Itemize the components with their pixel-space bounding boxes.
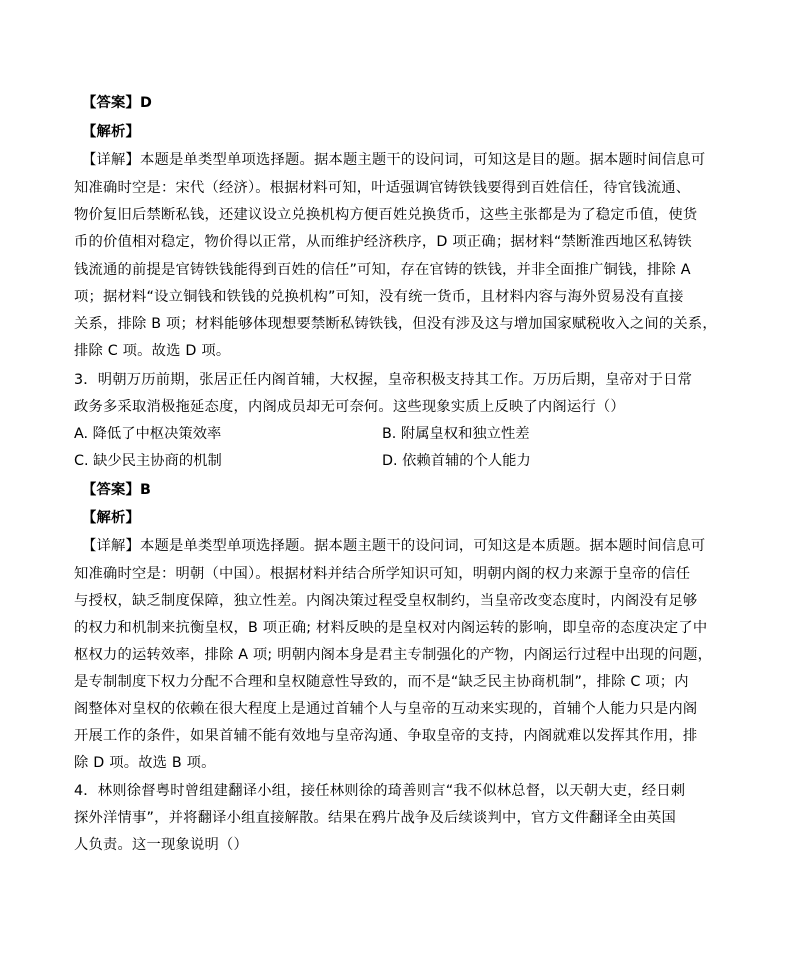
detail-line: 阁整体对皇权的依赖在很大程度上是通过首辅个人与皇帝的互动来实现的，首辅个人能力只是内阁 — [74, 701, 698, 717]
question-4-stem: 4．林则徐督粤时曾组建翻译小组，接任林则徐的琦善则言“我不似林总督，以天朝大吏，经日刺 — [74, 783, 686, 799]
detail-line: 【详解】本题是单类型单项选择题。据本题主题干的设问词，可知这是目的题。据本题时间信息可 — [82, 152, 706, 168]
detail-line: 除 D 项。故选 B 项。 — [74, 755, 216, 771]
detail-line: 知准确时空是：明朝（中国）。根据材料并结合所学知识可知，明朝内阁的权力来源于皇帝的信任 — [74, 566, 691, 582]
question-4-stem: 人负责。这一现象说明（） — [74, 837, 248, 853]
detail-line: 开展工作的条件，如果首辅不能有效地与皇帝沟通、争取皇帝的支持，内阁就难以发挥其作用，排 — [74, 728, 698, 744]
detail-line: 关系，排除 B 项；材料能够体现想要禁断私铸铁钱，但没有涉及这与增加国家赋税收入之间的关系， — [74, 316, 717, 332]
detail-line: 币的价值相对稳定，物价得以正常，从而维护经济秩序，D 项正确；据材料“禁断淮西地区私铸铁 — [74, 234, 692, 250]
analysis-label: 【解析】 — [82, 124, 140, 140]
detail-line: 的权力和机制来抗衡皇权，B 项正确; 材料反映的是皇权对内阁运转的影响，即皇帝的态度决定了中 — [74, 620, 708, 636]
option-c: C. 缺少民主协商的机制 — [74, 453, 222, 469]
detail-line: 项；据材料“设立铜钱和铁钱的兑换机构”可知，没有统一货币，且材料内容与海外贸易没有直接 — [74, 289, 684, 305]
detail-line: 物价复旧后禁断私钱，还建议设立兑换机构方便百姓兑换货币，这些主张都是为了稳定币值，使货 — [74, 207, 698, 223]
question-4-stem: 探外洋情事”，并将翻译小组直接解散。结果在鸦片战争及后续谈判中，官方文件翻译全由英国 — [74, 810, 676, 826]
detail-line: 【详解】本题是单类型单项选择题。据本题主题干的设问词，可知这是本质题。据本题时间信息可 — [82, 538, 706, 554]
detail-line: 与授权，缺乏制度保障，独立性差。内阁决策过程受皇权制约，当皇帝改变态度时，内阁没有足够 — [74, 593, 698, 609]
detail-line: 是专制制度下权力分配不合理和皇权随意性导致的，而不是“缺乏民主协商机制”，排除 C 项；内 — [74, 674, 689, 690]
detail-line: 钱流通的前提是官铸铁钱能得到百姓的信任”可知，存在官铸的铁钱，并非全面推广铜钱，排除 A — [74, 262, 691, 278]
question-3-stem: 政务多采取消极拖延态度，内阁成员却无可奈何。这些现象实质上反映了内阁运行（） — [74, 399, 625, 415]
detail-line: 知准确时空是：宋代（经济）。根据材料可知，叶适强调官铸铁钱要得到百姓信任，待官钱流通、 — [74, 180, 691, 196]
analysis-label: 【解析】 — [82, 510, 140, 526]
option-a: A. 降低了中枢决策效率 — [74, 426, 222, 442]
option-b: B. 附属皇权和独立性差 — [382, 426, 530, 442]
detail-line: 枢权力的运转效率，排除 A 项; 明朝内阁本身是君主专制强化的产物，内阁运行过程中出现的问题， — [74, 647, 713, 663]
option-d: D. 依赖首辅的个人能力 — [382, 453, 531, 469]
detail-line: 排除 C 项。故选 D 项。 — [74, 343, 231, 359]
question-3-stem: 3．明朝万历前期，张居正任内阁首辅，大权握，皇帝积极支持其工作。万历后期，皇帝对于日常 — [74, 372, 693, 388]
answer-label: 【答案】D — [82, 95, 153, 111]
answer-label: 【答案】B — [82, 482, 152, 498]
